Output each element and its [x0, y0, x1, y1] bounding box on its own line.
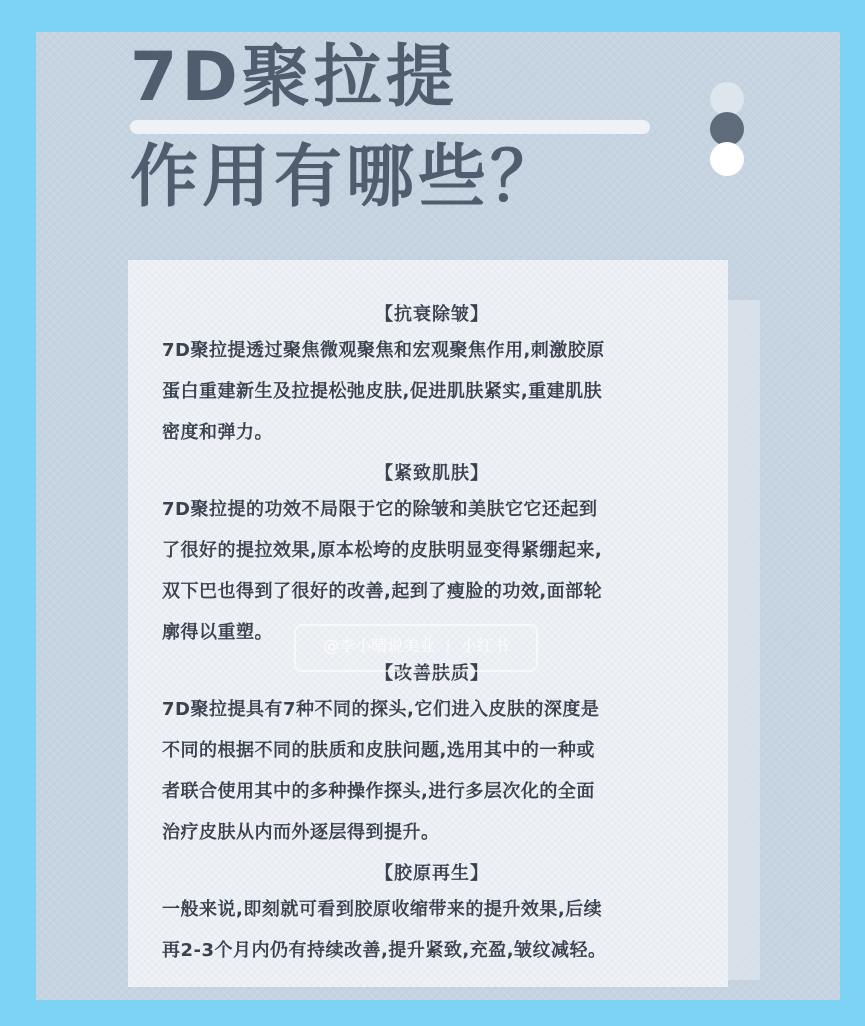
decorative-dot-dark [710, 112, 744, 146]
section-heading: 【抗衰除皱】 [375, 304, 489, 325]
section-paragraph [162, 689, 702, 853]
paragraph-line: 蛋白重建新生及拉提松弛皮肤,促进肌肤紧实,重建肌肤 [162, 381, 603, 402]
section-heading: 【改善肤质】 [375, 663, 489, 684]
paragraph-line: 7D聚拉提具有7种不同的探头,它们进入皮肤的深度是 [162, 699, 600, 720]
section-paragraph [162, 889, 702, 971]
watermark-author: @李小晴说美业 [323, 636, 436, 655]
page-title-line-1: 7D聚拉提 [130, 38, 458, 117]
decorative-dot-light [710, 82, 744, 116]
paragraph-line: 不同的根据不同的肤质和皮肤问题,选用其中的一种或 [162, 740, 595, 761]
watermark-platform: 小红书 [460, 636, 509, 655]
paragraph-line: 廓得以重塑。 [162, 622, 273, 643]
paragraph-line: 7D聚拉提的功效不局限于它的除皱和美肤它它还起到 [162, 499, 598, 520]
paragraph-line: 者联合使用其中的多种操作探头,进行多层次化的全面 [162, 781, 595, 802]
watermark-divider: | [445, 636, 451, 655]
paragraph-line: 一般来说,即刻就可看到胶原收缩带来的提升效果,后续 [162, 899, 603, 920]
section-heading: 【胶原再生】 [375, 863, 489, 884]
paragraph-line: 治疗皮肤从内而外逐层得到提升。 [162, 822, 440, 843]
paragraph-line: 再2-3个月内仍有持续改善,提升紧致,充盈,皱纹减轻。 [162, 940, 607, 961]
watermark [294, 624, 538, 672]
decorative-dot-white [710, 142, 744, 176]
section-heading: 【紧致肌肤】 [375, 463, 489, 484]
paragraph-line: 密度和弹力。 [162, 422, 273, 443]
paragraph-line: 双下巴也得到了很好的改善,起到了瘦脸的功效,面部轮 [162, 581, 603, 602]
paragraph-line: 7D聚拉提透过聚焦微观聚焦和宏观聚焦作用,刺激胶原 [162, 340, 605, 361]
section-paragraph [162, 330, 702, 453]
paragraph-line: 了很好的提拉效果,原本松垮的皮肤明显变得紧绷起来, [162, 540, 603, 561]
page-title-line-2: 作用有哪些？ [130, 138, 563, 217]
title-underline-bar [130, 120, 650, 134]
